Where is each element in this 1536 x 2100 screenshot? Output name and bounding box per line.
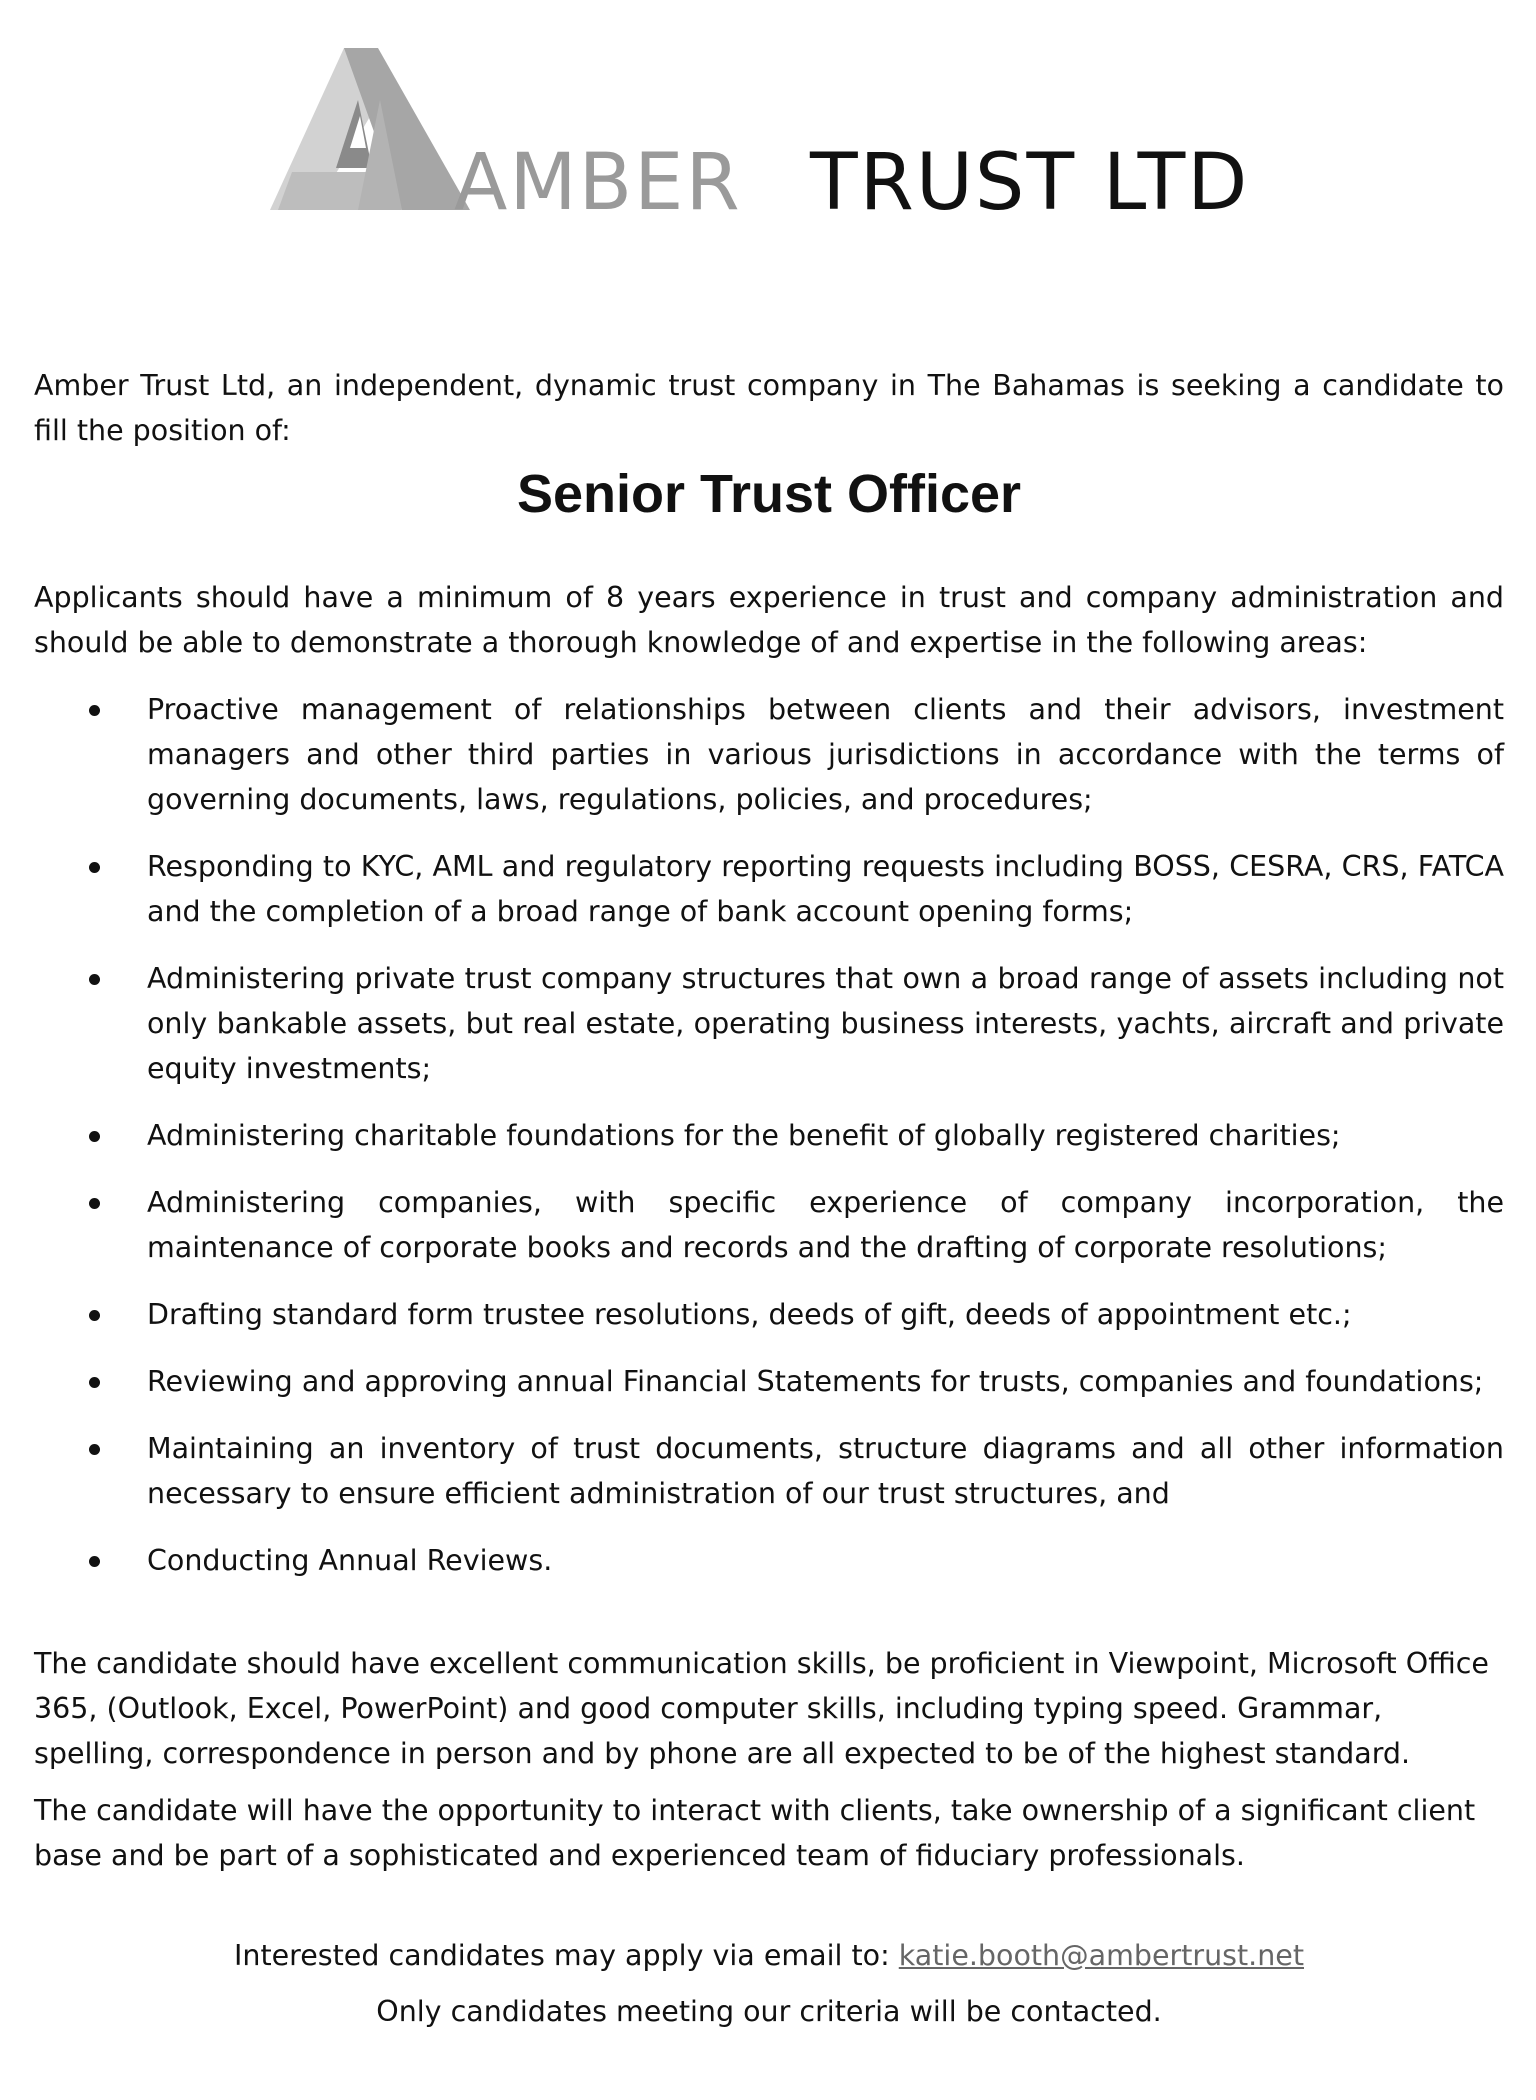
candidate-opportunity-paragraph: The candidate will have the opportunity to interact with clients, take ownership of a significant client base and be part of a sophisticated and experienced team of fiduciary professionals.: [34, 1794, 1476, 1872]
list-item: Proactive management of relationships between clients and their advisors, investment managers and other third parties in various jurisdictions in accordance with the terms of governing documents, laws, regulations, policies, and procedures;: [34, 687, 1504, 822]
apply-line: [34, 1928, 1504, 1984]
list-item: Conducting Annual Reviews.: [34, 1538, 1504, 1583]
list-item: Reviewing and approving annual Financial Statements for trusts, companies and foundations;: [34, 1359, 1504, 1404]
bullet-icon: [89, 974, 100, 985]
bullet-icon: [89, 862, 100, 873]
position-title: Senior Trust Officer: [516, 464, 1022, 524]
bullet-icon: [89, 1131, 100, 1142]
bullet-icon: [89, 705, 100, 716]
logo-word-amber: AMBER: [454, 138, 742, 228]
expertise-list: [34, 687, 1504, 1583]
list-item: Maintaining an inventory of trust documents, structure diagrams and all other information necessary to ensure efficient administration of our trust structures, and: [34, 1426, 1504, 1516]
bullet-icon: [89, 1310, 100, 1321]
bullet-icon: [89, 1198, 100, 1209]
job-posting: [34, 363, 1504, 2040]
contact-note: Only candidates meeting our criteria will be contacted.: [376, 1995, 1162, 2028]
apply-section: [34, 1928, 1504, 2040]
list-item: Drafting standard form trustee resolutions, deeds of gift, deeds of appointment etc.;: [34, 1292, 1504, 1337]
list-item: Administering charitable foundations for the benefit of globally registered charities;: [34, 1113, 1504, 1158]
apply-email-link[interactable]: katie.booth@ambertrust.net: [898, 1939, 1304, 1972]
list-item: Administering private trust company structures that own a broad range of assets including not only bankable assets, but real estate, operating business interests, yachts, aircraft and private equity investments;: [34, 956, 1504, 1091]
bullet-icon: [89, 1556, 100, 1567]
intro-paragraph: Amber Trust Ltd, an independent, dynamic trust company in The Bahamas is seeking a candidate to fill the position of:: [34, 369, 1504, 447]
company-logo: [270, 40, 1260, 260]
bullet-icon: [89, 1444, 100, 1455]
amber-logo-graphic: [270, 40, 1260, 260]
candidate-skills-paragraph: The candidate should have excellent communication skills, be proficient in Viewpoint, Microsoft Office 365, (Outlook, Excel, PowerPoint) and good computer skills, including typing speed. Grammar, spelling, correspondence in person and by phone are all expected to be of the highest standard.: [34, 1647, 1489, 1770]
bullet-icon: [89, 1377, 100, 1388]
logo-word-trust: TRUST LTD: [810, 138, 1250, 228]
requirements-paragraph: Applicants should have a minimum of 8 years experience in trust and company administration and should be able to demonstrate a thorough knowledge of and expertise in the following areas:: [34, 581, 1504, 659]
list-item: Administering companies, with specific experience of company incorporation, the maintenance of corporate books and records and the drafting of corporate resolutions;: [34, 1180, 1504, 1270]
list-item: Responding to KYC, AML and regulatory reporting requests including BOSS, CESRA, CRS, FATCA and the completion of a broad range of bank account opening forms;: [34, 844, 1504, 934]
apply-text: Interested candidates may apply via email to:: [233, 1939, 899, 1972]
